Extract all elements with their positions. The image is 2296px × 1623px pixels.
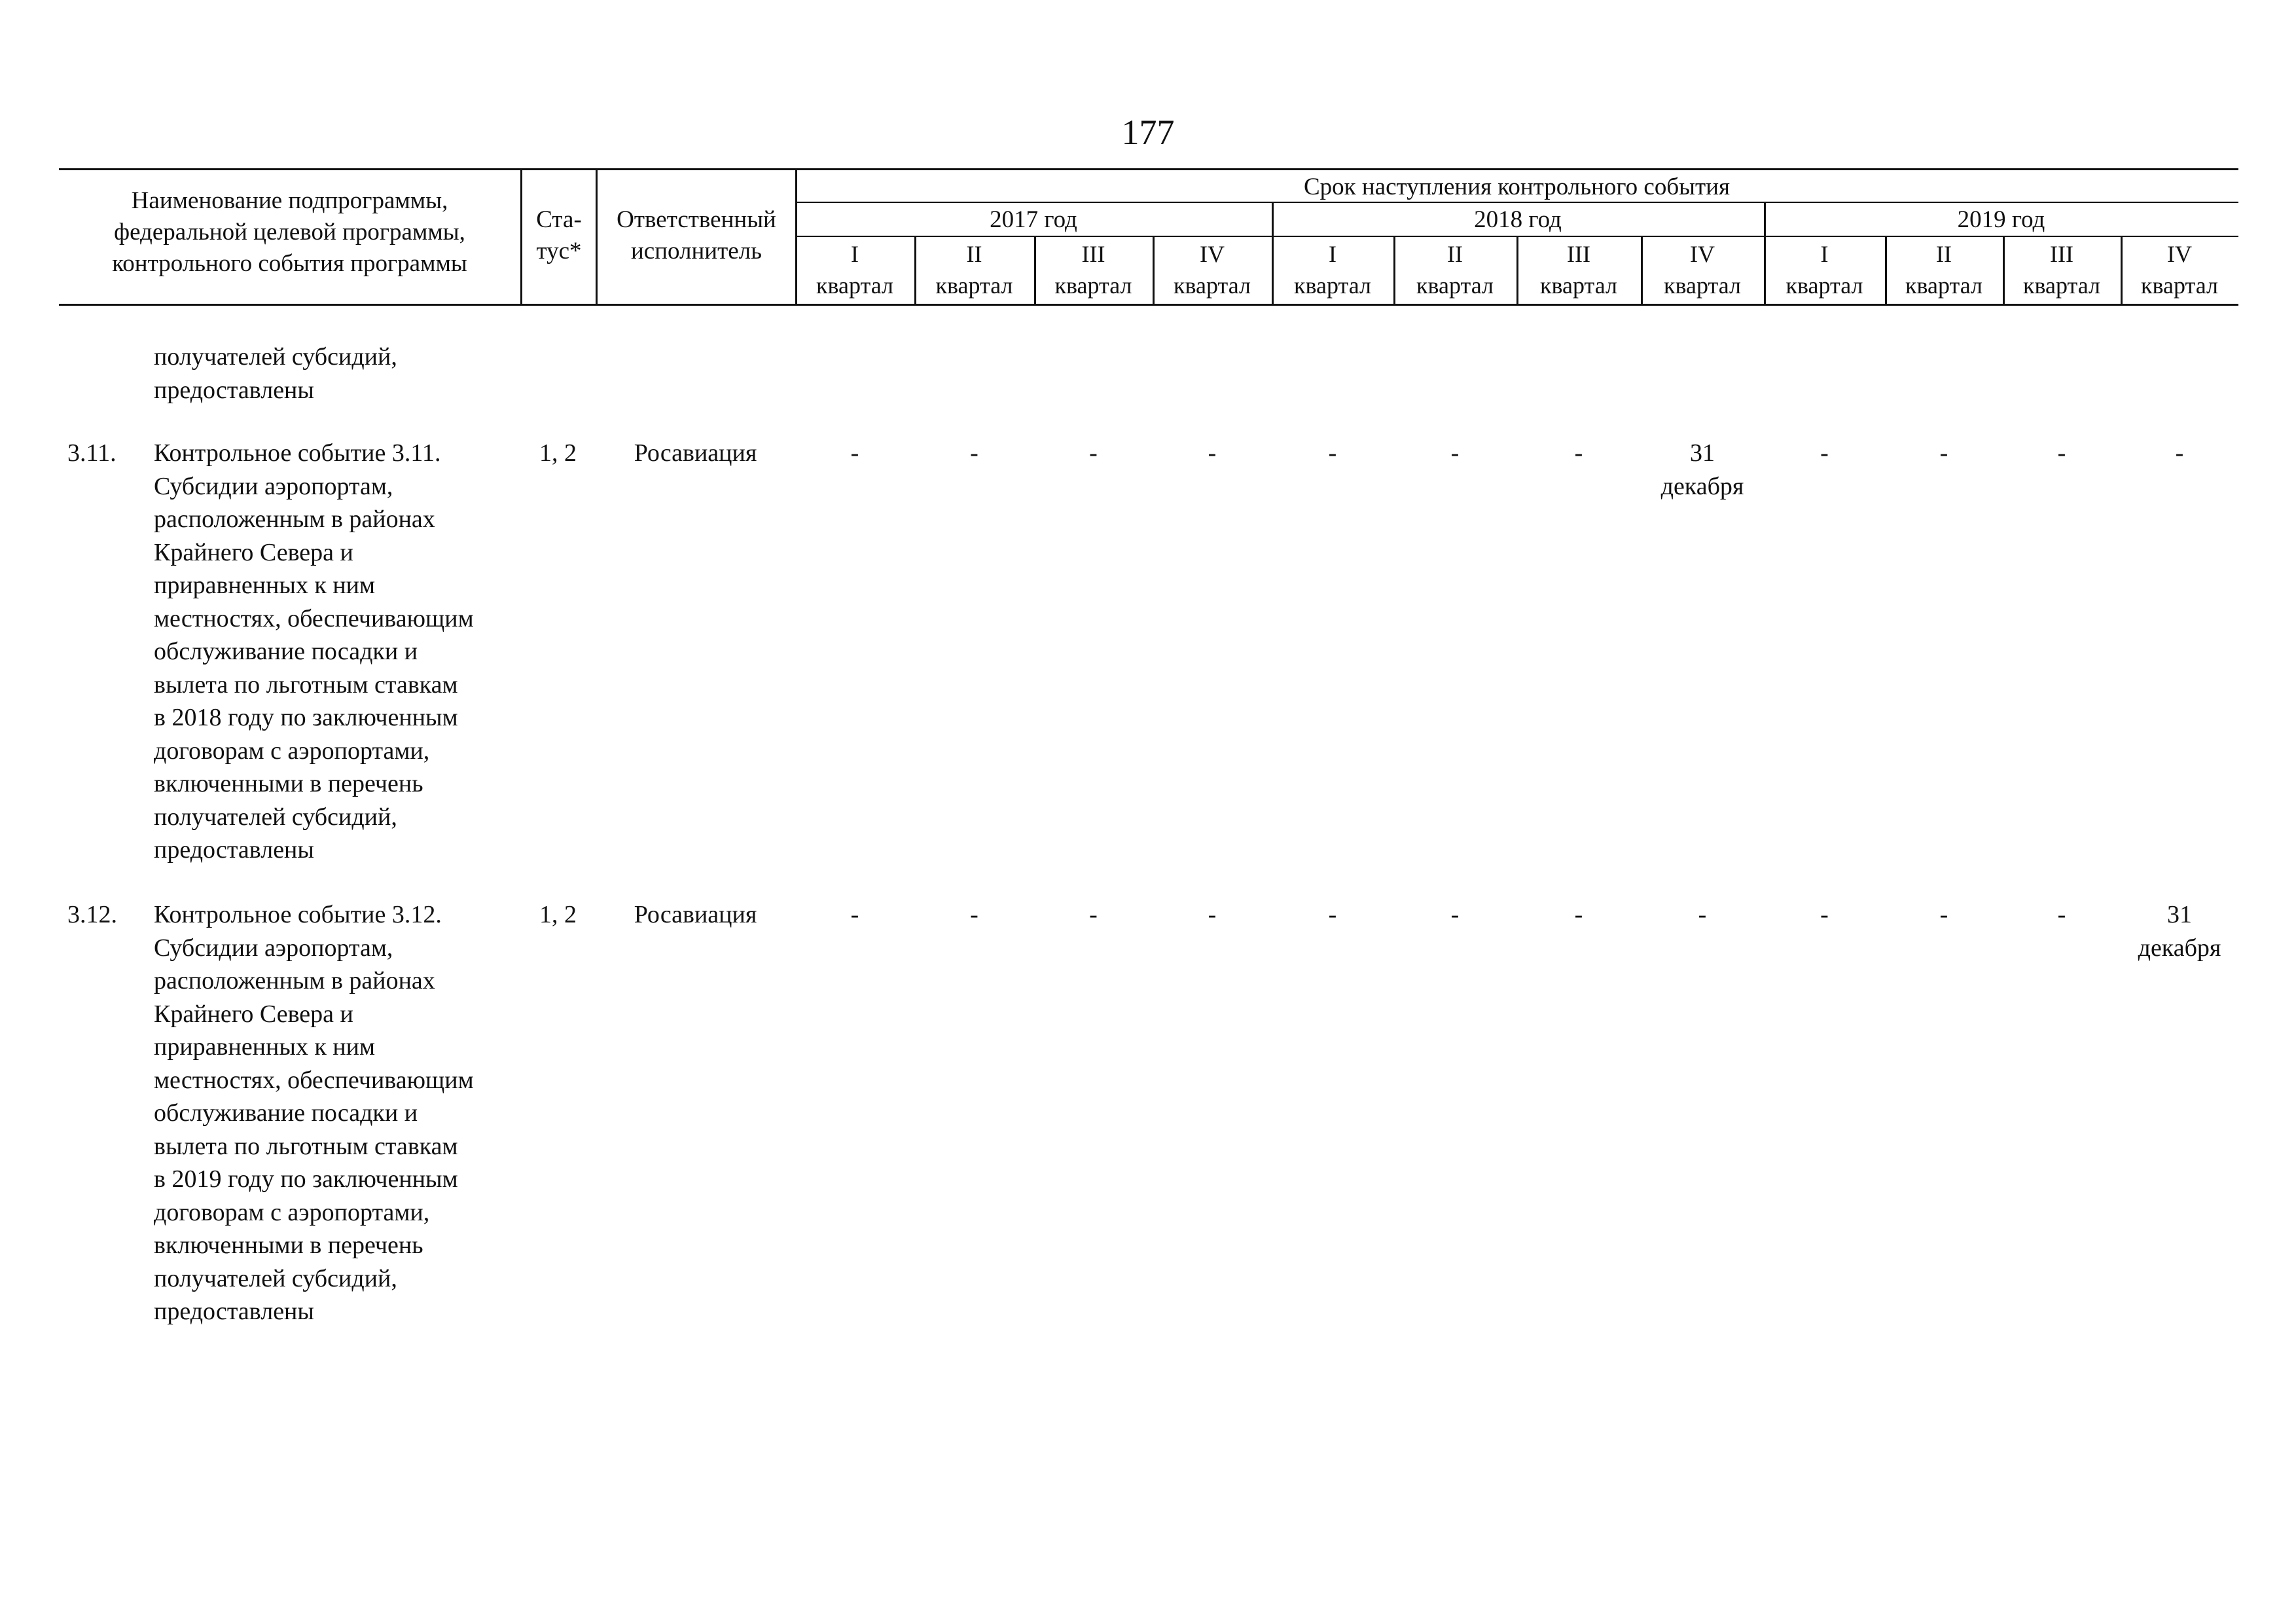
- header-quarter: [2121, 238, 2238, 301]
- row-quarter-deadline-line: -: [850, 901, 859, 928]
- page-number: 177: [1121, 113, 1175, 152]
- row-event-name-line: местностях, обеспечивающим: [154, 604, 474, 632]
- row-event-name-line: договорам с аэропортами,: [154, 1198, 430, 1226]
- row-quarter-deadline: [1885, 437, 2003, 470]
- row-quarter-deadline-line: -: [850, 439, 859, 467]
- quarter-word: квартал: [1294, 272, 1371, 299]
- table-rule: [59, 168, 2238, 170]
- row-executor: Росавиация: [634, 439, 757, 467]
- quarter-word: квартал: [1664, 272, 1741, 299]
- header-name-line: федеральной целевой программы,: [114, 219, 465, 246]
- row-quarter-deadline-line: декабря: [2138, 934, 2221, 962]
- continuation-line: получателей субсидий,: [154, 343, 397, 371]
- row-event-name-line: предоставлены: [154, 836, 314, 864]
- row-quarter-deadline-line: -: [1939, 439, 1948, 467]
- header-year-2019: 2019 год: [1957, 206, 2045, 233]
- row-quarter-deadline-line: -: [1574, 901, 1583, 928]
- row-quarter-deadline-line: -: [970, 901, 978, 928]
- row-quarter-deadline-line: -: [2057, 901, 2066, 928]
- quarter-word: квартал: [1540, 272, 1617, 299]
- row-quarter-deadline-line: -: [1450, 439, 1460, 467]
- row-quarter-deadline: [914, 437, 1034, 470]
- header-year-2017: 2017 год: [990, 206, 1077, 233]
- row-quarter-deadline: [1885, 898, 2003, 932]
- quarter-roman: IV: [2167, 241, 2192, 267]
- continuation-line: предоставлены: [154, 376, 314, 404]
- row-event-name-line: получателей субсидий,: [154, 803, 397, 831]
- row-event-name-line: обслуживание посадки и: [154, 638, 418, 665]
- row-quarter-deadline: [1034, 898, 1153, 932]
- row-quarter-deadline: [1516, 898, 1641, 932]
- header-quarter: [1034, 238, 1153, 301]
- row-quarter-deadline-line: -: [1698, 901, 1707, 928]
- header-quarter: [1272, 238, 1393, 301]
- row-number: 3.12.: [67, 901, 117, 928]
- row-quarter-deadline-line: 31: [2167, 901, 2192, 928]
- row-quarter-deadline-line: -: [1208, 901, 1217, 928]
- row-event-name: [154, 437, 520, 867]
- row-quarter-deadline-line: -: [970, 439, 978, 467]
- row-event-name-line: получателей субсидий,: [154, 1264, 397, 1292]
- header-quarter: [1885, 238, 2003, 301]
- header-year-2018: 2018 год: [1474, 206, 1562, 233]
- header-name-line: Наименование подпрограммы,: [131, 187, 448, 214]
- row-event-name-line: Субсидии аэропортам,: [154, 934, 393, 962]
- row-event-name-line: Крайнего Севера и: [154, 1000, 353, 1028]
- row-quarter-deadline: [2003, 437, 2121, 470]
- row-quarter-deadline-line: -: [1939, 901, 1948, 928]
- header-quarter: [1153, 238, 1272, 301]
- quarter-word: квартал: [935, 272, 1013, 299]
- quarter-roman: III: [2050, 241, 2073, 267]
- table-rule: [59, 304, 2238, 306]
- row-event-name-line: расположенным в районах: [154, 505, 435, 533]
- row-quarter-deadline: [795, 898, 914, 932]
- quarter-word: квартал: [1905, 272, 1982, 299]
- header-name-line: контрольного события программы: [112, 250, 467, 277]
- row-quarter-deadline: [1393, 898, 1516, 932]
- row-quarter-deadline: [1153, 437, 1272, 470]
- row-quarter-deadline: [1153, 898, 1272, 932]
- quarter-roman: III: [1567, 241, 1590, 267]
- quarter-word: квартал: [1174, 272, 1251, 299]
- row-event-name-line: приравненных к ним: [154, 1033, 376, 1061]
- header-status-line: тус*: [536, 238, 582, 264]
- quarter-roman: I: [1329, 241, 1336, 267]
- quarter-roman: I: [851, 241, 859, 267]
- quarter-roman: II: [1447, 241, 1463, 267]
- row-event-name: [154, 898, 520, 1328]
- quarter-word: квартал: [2141, 272, 2218, 299]
- row-event-name-line: Крайнего Севера и: [154, 538, 353, 566]
- row-event-name-line: Субсидии аэропортам,: [154, 472, 393, 500]
- header-deadline-title: Срок наступления контрольного события: [1303, 173, 1731, 200]
- row-quarter-deadline: [1764, 898, 1885, 932]
- row-quarter-deadline-line: -: [1328, 901, 1337, 928]
- header-status-column: [522, 204, 596, 267]
- header-quarter: [1516, 238, 1641, 301]
- row-event-name-line: в 2019 году по заключенным: [154, 1165, 458, 1193]
- quarter-roman: IV: [1690, 241, 1715, 267]
- row-event-name-line: Контрольное событие 3.12.: [154, 901, 442, 928]
- header-name-column: [59, 185, 520, 280]
- row-event-name-line: обслуживание посадки и: [154, 1099, 418, 1127]
- quarter-roman: IV: [1200, 241, 1225, 267]
- header-quarter: [2003, 238, 2121, 301]
- row-quarter-deadline: [2121, 437, 2238, 470]
- row-quarter-deadline-line: -: [1574, 439, 1583, 467]
- row-quarter-deadline-line: -: [2175, 439, 2184, 467]
- row-quarter-deadline-line: -: [1089, 901, 1098, 928]
- row-event-name-line: включенными в перечень: [154, 770, 423, 797]
- row-quarter-deadline: [1272, 437, 1393, 470]
- row-number: 3.11.: [67, 439, 117, 467]
- quarter-roman: III: [1081, 241, 1105, 267]
- row-event-name-line: в 2018 году по заключенным: [154, 704, 458, 731]
- row-event-name-line: расположенным в районах: [154, 967, 435, 994]
- row-quarter-deadline-line: декабря: [1660, 472, 1744, 500]
- row-quarter-deadline-line: -: [1820, 901, 1829, 928]
- quarter-roman: II: [966, 241, 982, 267]
- quarter-roman: I: [1820, 241, 1829, 267]
- header-executor-line: исполнитель: [630, 238, 762, 264]
- quarter-word: квартал: [2023, 272, 2100, 299]
- header-executor-column: [598, 204, 795, 267]
- row-quarter-deadline-line: -: [1820, 439, 1829, 467]
- quarter-word: квартал: [1785, 272, 1863, 299]
- row-status: 1, 2: [539, 439, 577, 467]
- row-executor: Росавиация: [634, 901, 757, 928]
- row-quarter-deadline: [795, 437, 914, 470]
- row-event-name-line: предоставлены: [154, 1298, 314, 1325]
- quarter-word: квартал: [1416, 272, 1494, 299]
- continuation-text: [154, 340, 520, 407]
- row-event-name-line: местностях, обеспечивающим: [154, 1066, 474, 1094]
- row-quarter-deadline: [1034, 437, 1153, 470]
- row-event-name-line: Контрольное событие 3.11.: [154, 439, 441, 467]
- row-status: 1, 2: [539, 901, 577, 928]
- row-quarter-deadline: [1641, 898, 1764, 932]
- header-quarter: [795, 238, 914, 301]
- header-quarter: [1641, 238, 1764, 301]
- row-event-name-line: приравненных к ним: [154, 572, 376, 599]
- quarter-word: квартал: [816, 272, 893, 299]
- quarter-roman: II: [1936, 241, 1952, 267]
- row-quarter-deadline: [1764, 437, 1885, 470]
- row-quarter-deadline-line: -: [1089, 439, 1098, 467]
- quarter-word: квартал: [1054, 272, 1132, 299]
- row-event-name-line: договорам с аэропортами,: [154, 737, 430, 765]
- row-quarter-deadline-line: 31: [1690, 439, 1715, 467]
- row-quarter-deadline: [914, 898, 1034, 932]
- row-quarter-deadline: [1272, 898, 1393, 932]
- row-quarter-deadline: [1641, 437, 1764, 503]
- row-quarter-deadline: [2003, 898, 2121, 932]
- header-status-line: Ста-: [536, 206, 582, 233]
- row-quarter-deadline-line: -: [1208, 439, 1217, 467]
- row-quarter-deadline: [1393, 437, 1516, 470]
- row-event-name-line: вылета по льготным ставкам: [154, 670, 458, 699]
- header-quarter: [1764, 238, 1885, 301]
- header-executor-line: Ответственный: [617, 206, 776, 233]
- row-event-name-line: вылета по льготным ставкам: [154, 1132, 458, 1160]
- row-quarter-deadline-line: -: [2057, 439, 2066, 467]
- header-quarter: [914, 238, 1034, 301]
- row-quarter-deadline-line: -: [1450, 901, 1460, 928]
- row-event-name-line: включенными в перечень: [154, 1231, 423, 1259]
- row-quarter-deadline-line: -: [1328, 439, 1337, 467]
- row-quarter-deadline: [2121, 898, 2238, 964]
- row-quarter-deadline: [1516, 437, 1641, 470]
- header-quarter: [1393, 238, 1516, 301]
